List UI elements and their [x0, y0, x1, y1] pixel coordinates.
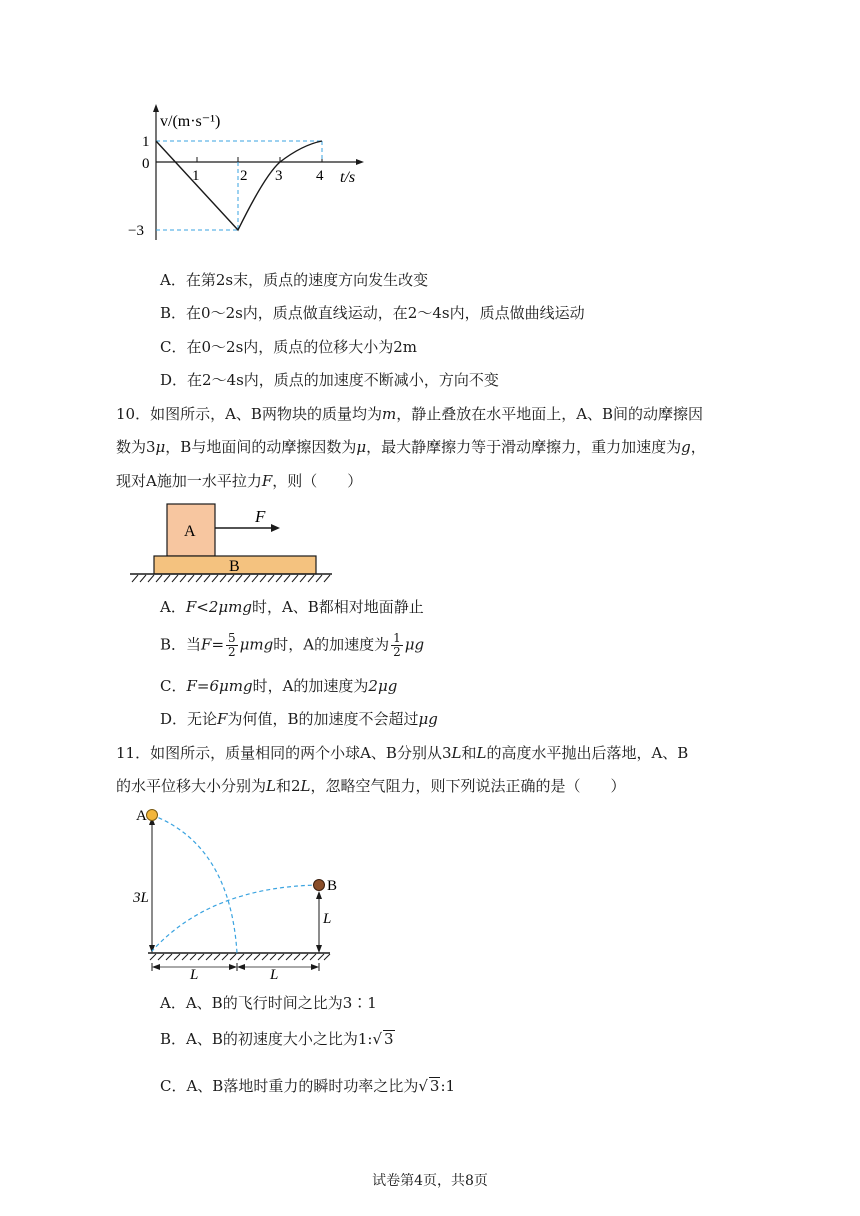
- page-footer: 试卷第4页，共8页: [372, 1173, 488, 1189]
- q11-option-a: A．A、B的飞行时间之比为3∶1: [160, 994, 377, 1012]
- velocity-curve: [156, 141, 322, 230]
- q9-option-b: B．在0～2s内，质点做直线运动，在2～4s内，质点做曲线运动: [160, 304, 585, 322]
- distance-1-label: L: [190, 967, 199, 980]
- q11-option-c: C．A、B落地时重力的瞬时功率之比为√ 3:1: [160, 1077, 456, 1095]
- fraction-5-2: $\frac{5}{2}$: [228, 631, 236, 659]
- q10-option-a: A．F<2μmg时，A、B都相对地面静止: [160, 598, 424, 616]
- ball-b: [314, 880, 325, 891]
- ball-a-label: A: [136, 808, 147, 824]
- block-b-label: B: [229, 558, 240, 575]
- ball-b-label: B: [327, 878, 338, 894]
- stacked-blocks-figure: [126, 502, 346, 586]
- velocity-time-graph: [120, 100, 380, 260]
- q10-option-c: C．F=6μmg时，A的加速度为2μg: [160, 677, 398, 695]
- q11-stem-line2: 的水平位移大小分别为L和2L，忽略空气阻力，则下列说法正确的是（ ）: [116, 777, 626, 795]
- q9-option-c: C．在0～2s内，质点的位移大小为2m: [160, 338, 418, 356]
- trajectory-a: [152, 815, 237, 953]
- origin-label: 0: [142, 156, 150, 172]
- x-axis-label: t/s: [340, 169, 356, 186]
- q10-stem-line2: 数为3μ，B与地面间的动摩擦因数为μ，最大静摩擦力等于滑动摩擦力，重力加速度为g，: [116, 438, 706, 456]
- x-tick-3: 3: [275, 168, 283, 184]
- q10-option-d: D．无论F为何值，B的加速度不会超过μg: [160, 710, 438, 728]
- height-a-label: 3L: [133, 890, 149, 906]
- x-tick-2: 2: [240, 168, 248, 184]
- distance-2-label: L: [270, 967, 279, 980]
- q11-option-b: B．A、B的初速度大小之比为1:√ 3: [160, 1030, 394, 1048]
- fraction-1-2: $\frac{1}{2}$: [393, 631, 401, 659]
- y-tick-1: 1: [142, 134, 150, 150]
- q9-option-a: A．在第2s末，质点的速度方向发生改变: [160, 271, 429, 289]
- ball-a: [147, 810, 158, 821]
- q9-option-d: D．在2～4s内，质点的加速度不断减小，方向不变: [160, 371, 499, 389]
- y-axis-label: v/(m·s⁻¹): [160, 113, 221, 130]
- x-tick-1: 1: [192, 168, 200, 184]
- force-label: F: [255, 507, 266, 526]
- q11-stem-line1: 11．如图所示，质量相同的两个小球A、B分别从3L和L的高度水平抛出后落地，A、B: [116, 744, 689, 762]
- height-b-label: L: [323, 911, 332, 927]
- q10-stem-line3: 现对A施加一水平拉力F，则（ ）: [116, 472, 363, 490]
- x-tick-4: 4: [316, 168, 324, 184]
- y-tick-neg3: −3: [128, 223, 144, 239]
- q10-option-b: B．当F= $\frac{5}{2}$ μmg时，A的加速度为 $\frac{1}{2}$ μg: [160, 631, 425, 659]
- block-a-label: A: [184, 523, 196, 540]
- projectile-figure: [130, 805, 345, 980]
- trajectory-b: [152, 885, 319, 951]
- q10-stem-line1: 10．如图所示，A、B两物块的质量均为m，静止叠放在水平地面上，A、B间的动摩擦因: [116, 405, 704, 423]
